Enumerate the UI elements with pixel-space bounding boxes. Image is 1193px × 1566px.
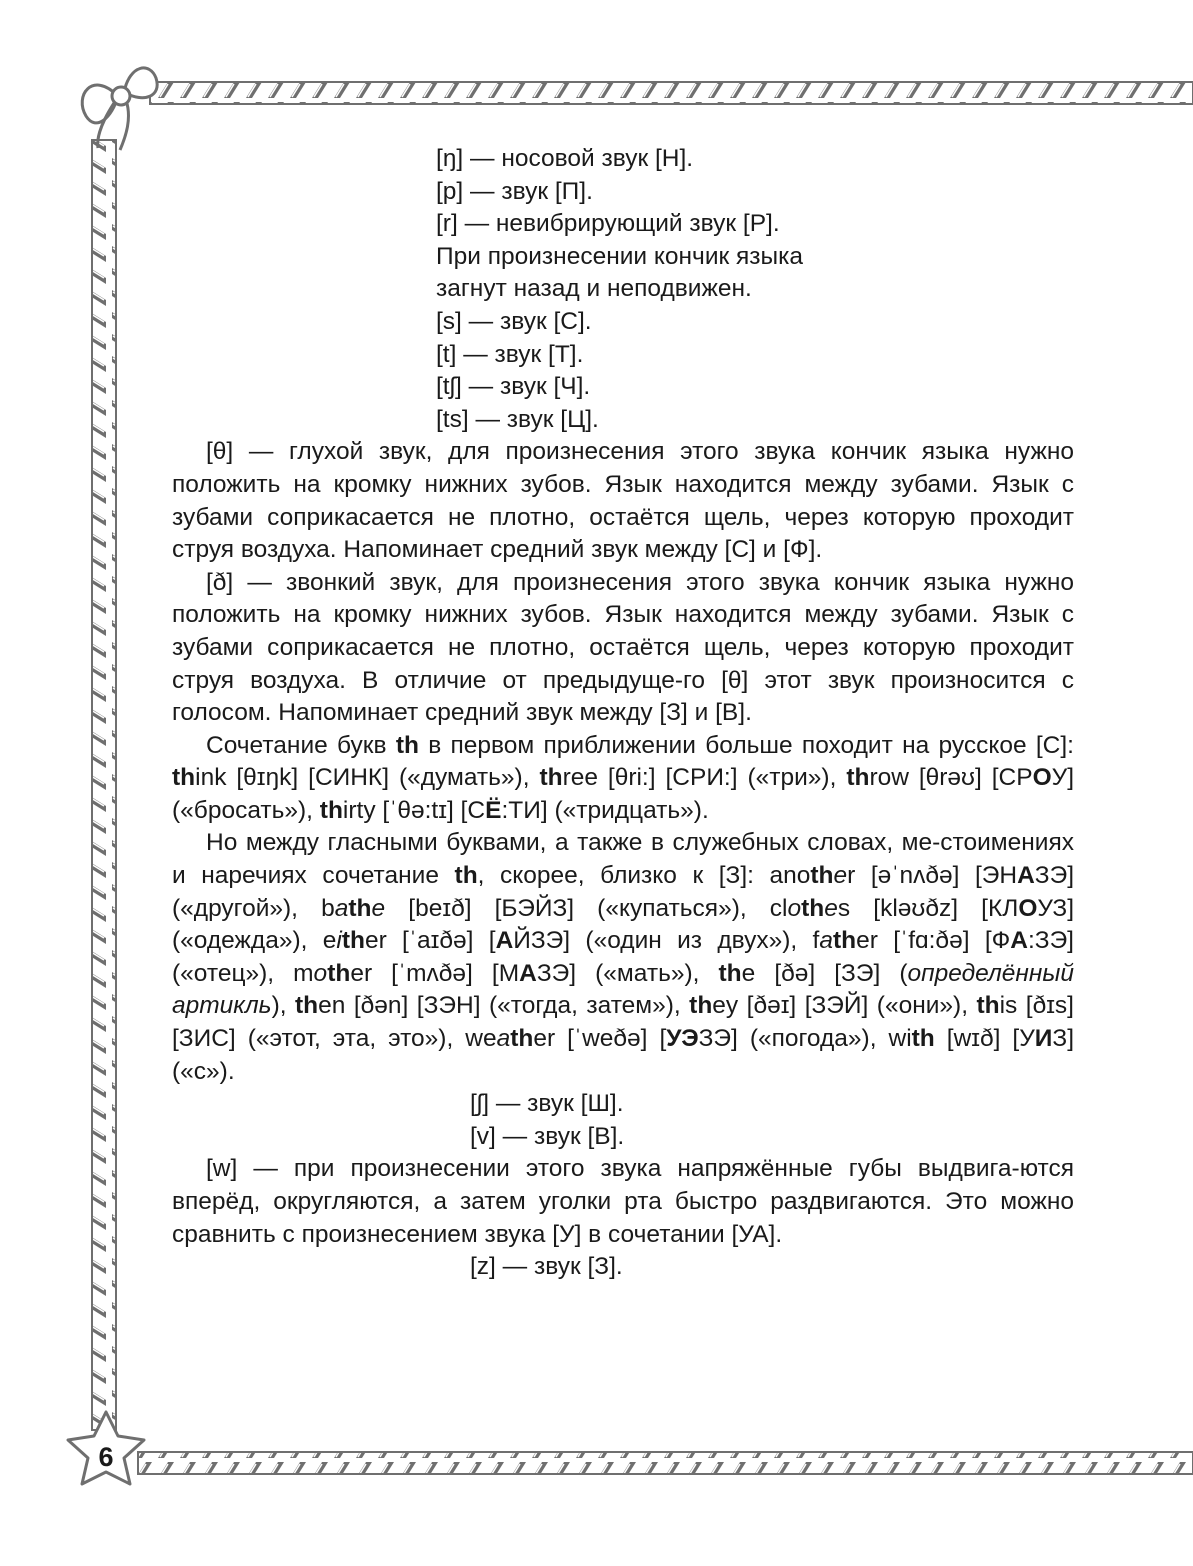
paragraph-th-voiceless: Сочетание букв th в первом приближении больше походит на русское [С]: think [θɪŋk] [СИНК] («думать»), three [θri:] [СРИ:] («три»), throw [θrəʊ] [СРОУ] («бросать»), thirty [ˈθə:tɪ] [СЁ:ТИ] («тридцать»). [172, 731, 1074, 824]
page-number: 6 [98, 1442, 114, 1472]
paragraph-th-voiced: Но между гласными буквами, а также в служебных словах, ме-стоимениях и наречиях сочетание th, скорее, близко к [З]: another [əˈnʌðə] [ЭНАЗЭ] («другой»), bathe [beɪð] [БЭЙЗ] («купаться»), clothes [kləʊðz] [КЛОУЗ] («одежда»), either [ˈaɪðə] [АЙЗЭ] («один из двух»), father [ˈfɑ:ðə] [ФА:ЗЭ] («отец»), mother [ˈmʌðə] [МАЗЭ] («мать»), the [ðə] [ЗЭ] (определённый артикль), then [ðən] [ЗЭН] («тогда, затем»), they [ðəɪ] [ЗЭЙ] («они»), this [ðɪs] [ЗИС] («этот, эта, это»), weather [ˈweðə] [УЭЗЭ] («погода»), with [wɪð] [УИЗ] («с»). [172, 829, 1075, 1085]
sound-line: [s] — звук [С]. [436, 307, 592, 335]
sound-line: загнут назад и неподвижен. [436, 275, 752, 303]
sound-line: [z] — звук [З]. [470, 1253, 623, 1281]
paragraph-w: [w] — при произнесении этого звука напряжённые губы выдвига-ются вперёд, округляются, а затем уголки рта быстро раздвигаются. Это можно сравнить с произнесением звука [У] в сочетании [УА]. [172, 1155, 1074, 1248]
rope-bottom [138, 1452, 1193, 1474]
page-content [172, 143, 1074, 1284]
sound-line: При произнесении кончик языка [436, 242, 804, 270]
sound-line: [r] — невибрирующий звук [Р]. [436, 210, 780, 238]
sound-line: [tʃ] — звук [Ч]. [436, 373, 591, 401]
sound-list-middle [172, 1088, 1074, 1153]
sound-list-top [172, 143, 1074, 436]
paragraph-eth: [ð] — звонкий звук, для произнесения этого звука кончик языка нужно положить на кромку нижних зубов. Язык находится между зубами. Язык с зубами соприкасается не плотно, остаётся щель, через которую проходит струя воздуха. В отличие от предыдуще-го [θ] этот звук произносится с голосом. Напоминает средний звук между [З] и [В]. [172, 568, 1074, 727]
rope-top [150, 82, 1193, 104]
rope-left [92, 140, 116, 1430]
sound-line: [ʃ] — звук [Ш]. [470, 1090, 624, 1118]
sound-line: [v] — звук [В]. [470, 1122, 625, 1150]
bow-icon [82, 68, 157, 150]
sound-list-bottom [172, 1251, 1074, 1284]
sound-line: [t] — звук [Т]. [436, 340, 584, 368]
sound-line: [ŋ] — носовой звук [Н]. [436, 145, 694, 172]
sound-line: [ts] — звук [Ц]. [436, 405, 599, 433]
sound-line: [p] — звук [П]. [436, 177, 593, 205]
paragraph-theta: [θ] — глухой звук, для произнесения этого звука кончик языка нужно положить на кромку нижних зубов. Язык находится между зубами. Язык с зубами соприкасается не плотно, остаётся щель, через которую проходит струя воздуха. Напоминает средний звук между [С] и [Ф]. [172, 438, 1074, 564]
